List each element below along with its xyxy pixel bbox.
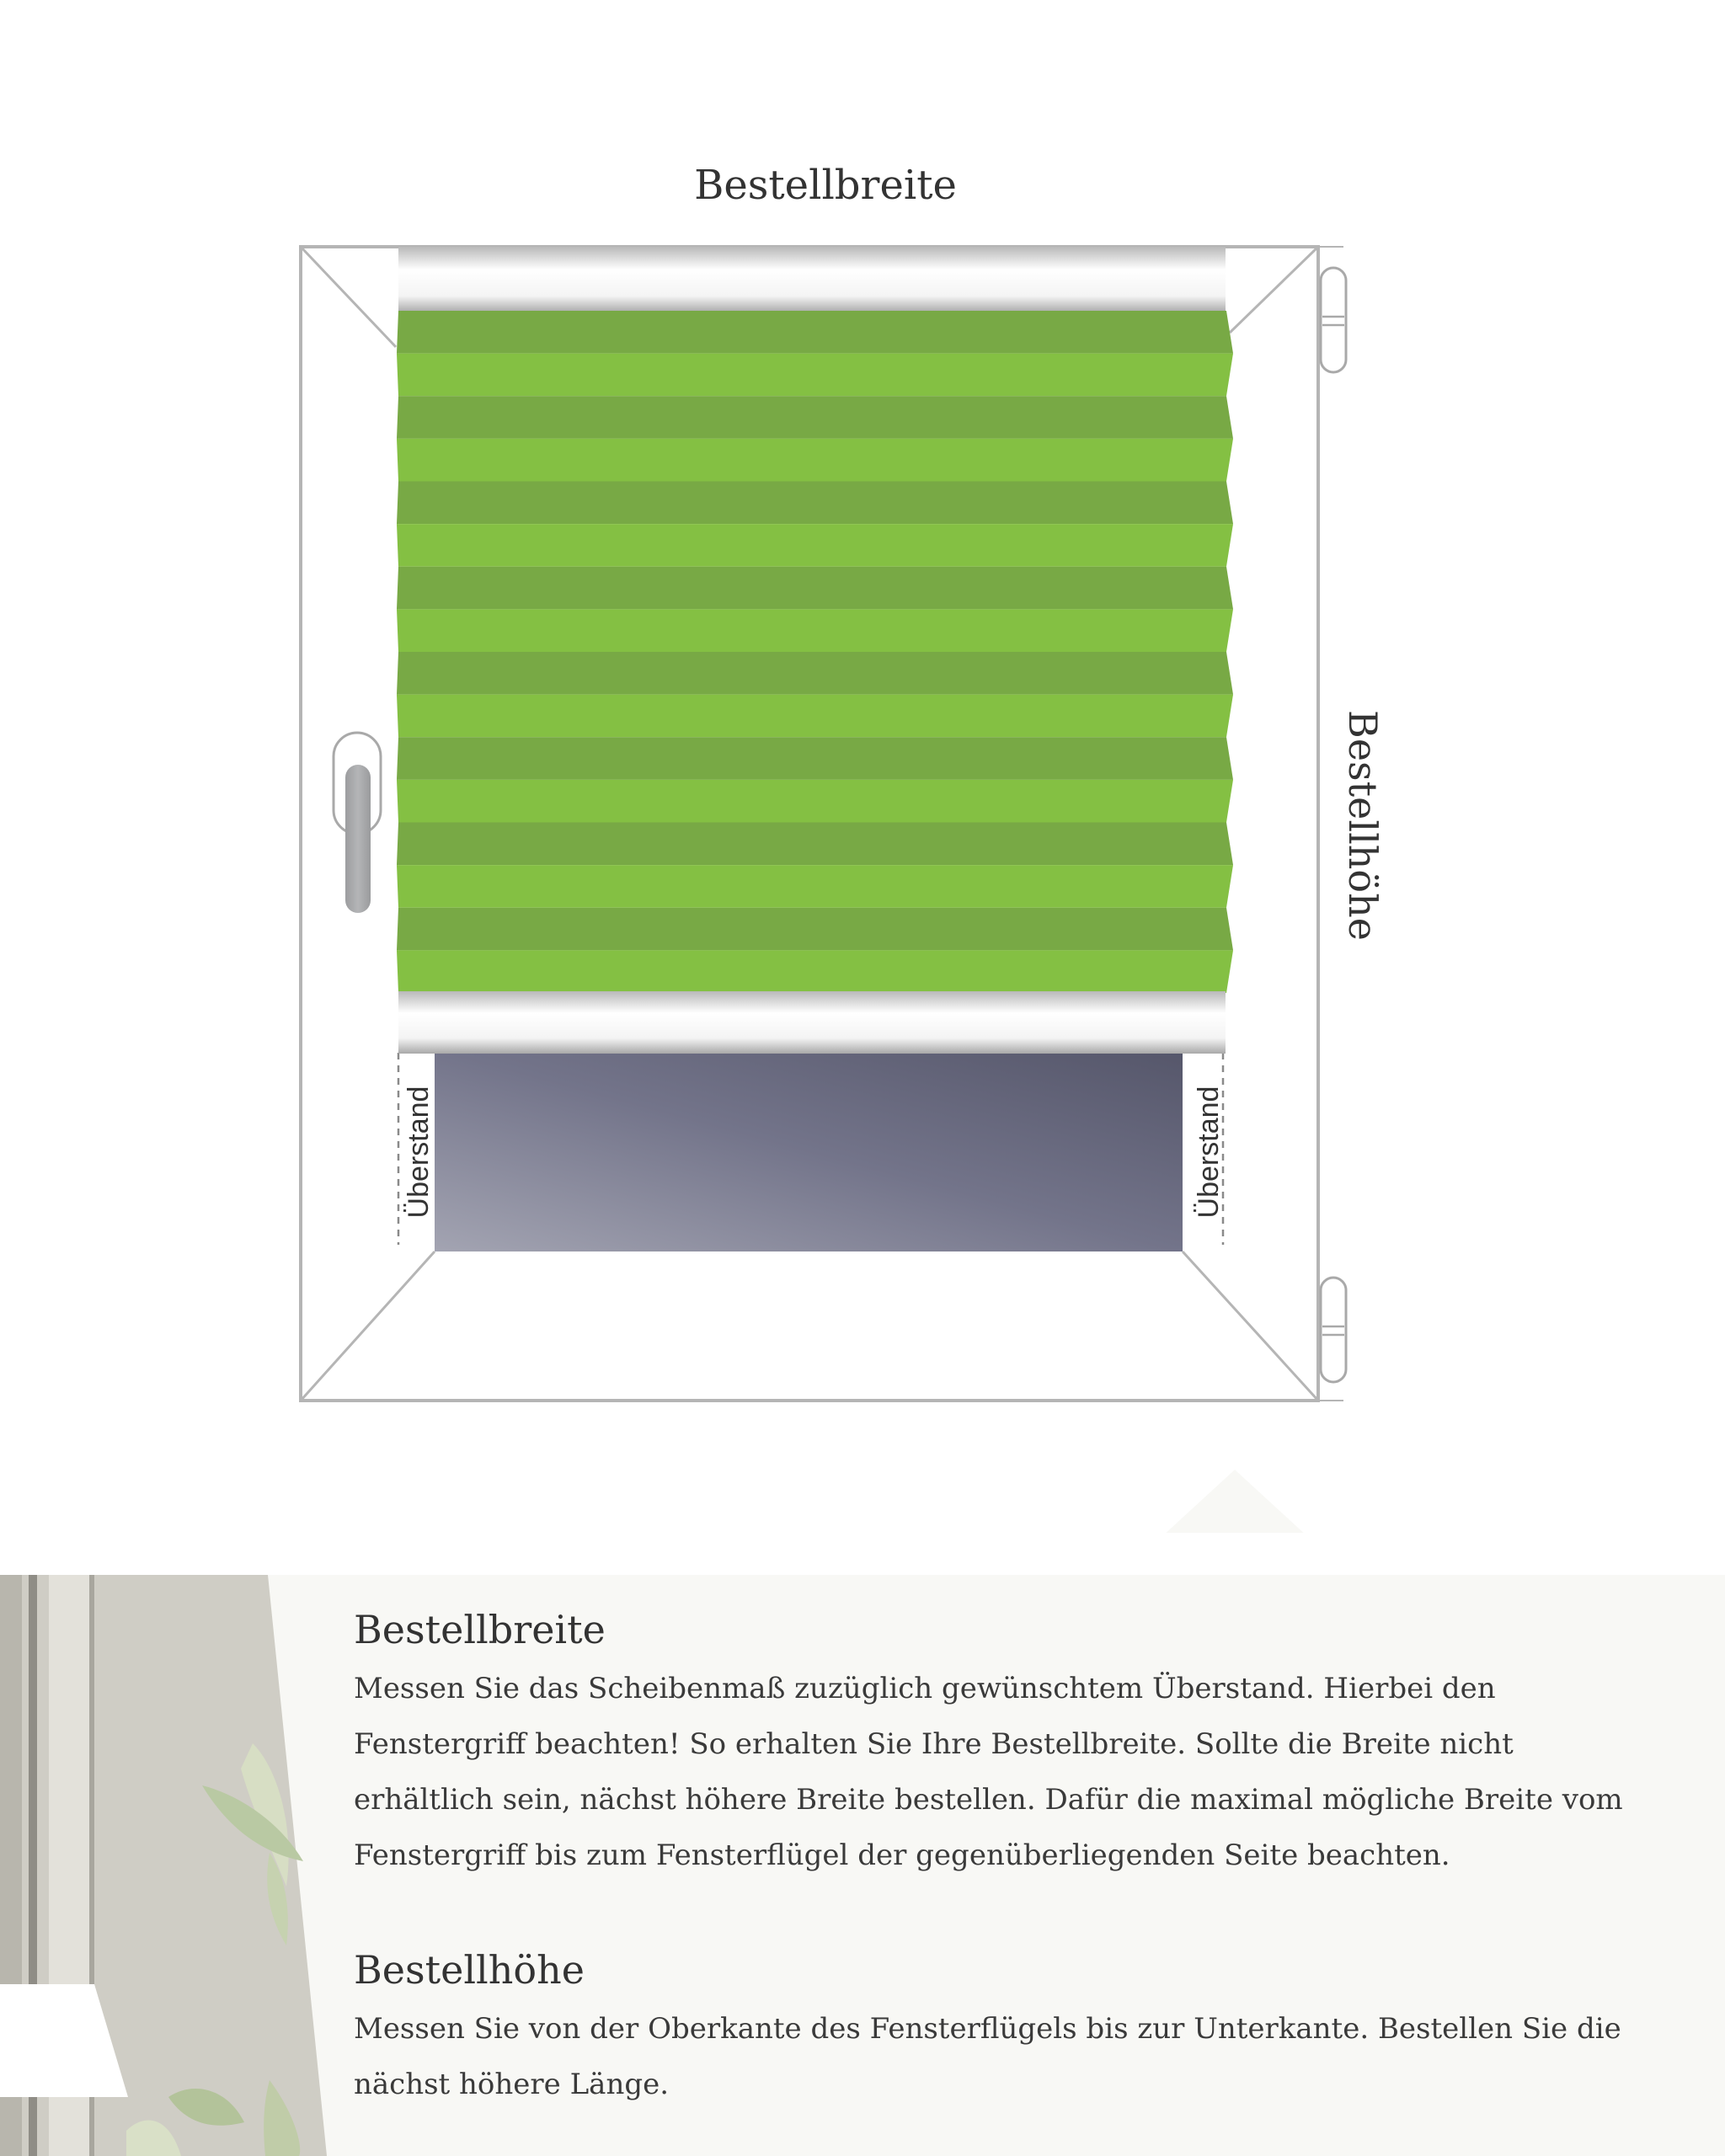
diagram-height-label: Bestellhöhe <box>1340 710 1386 941</box>
height-description: Messen Sie von der Oberkante des Fensterflügels bis zur Unterkante. Bestellen Sie die nächst höhere Länge. <box>354 2011 1621 2101</box>
pleat-fold <box>397 780 1233 823</box>
pleat-fold <box>397 396 1233 439</box>
pleat-fold <box>397 567 1233 610</box>
height-instructions <box>354 1945 1658 2112</box>
hinge-icon <box>1321 268 1346 372</box>
width-instructions <box>354 1605 1658 1883</box>
overhang-label-left: Überstand <box>403 1086 435 1219</box>
diagram-width-label: Bestellbreite <box>694 162 957 209</box>
pleat-fold <box>397 439 1233 482</box>
info-panel <box>0 1575 1725 2156</box>
pleat-fold <box>397 908 1233 951</box>
pleat-fold <box>397 823 1233 866</box>
pleat-fold <box>397 524 1233 567</box>
pleat-fold <box>397 311 1233 354</box>
hinge-icon <box>1321 1278 1346 1382</box>
pleat-fold <box>397 865 1233 908</box>
pleated-blind-fabric <box>397 311 1233 993</box>
panel-pointer <box>1120 1470 1349 1533</box>
height-heading: Bestellhöhe <box>354 1947 585 1993</box>
pleat-fold <box>397 609 1233 652</box>
pleat-fold <box>397 354 1233 397</box>
window-glass <box>435 1049 1183 1251</box>
pleat-fold <box>397 482 1233 525</box>
pleat-fold <box>397 737 1233 780</box>
blind-bottom-rail <box>398 991 1226 1054</box>
blind-top-rail <box>398 247 1226 312</box>
pleat-fold <box>397 695 1233 738</box>
width-heading: Bestellbreite <box>354 1607 606 1652</box>
pleat-fold <box>397 652 1233 695</box>
pleat-fold <box>397 950 1233 993</box>
width-description: Messen Sie das Scheibenmaß zuzüglich gewünschtem Überstand. Hierbei den Fenstergriff beachten! So erhalten Sie Ihre Bestellbreite. Sollte die Breite nicht erhältlich sein, nächst höhere Breite bestellen. Dafür die maximal mögliche Breite vom Fenstergriff bis zum Fensterflügel der gegenüberliegenden Seite beachten. <box>354 1671 1623 1872</box>
overhang-label-right: Überstand <box>1193 1086 1225 1219</box>
